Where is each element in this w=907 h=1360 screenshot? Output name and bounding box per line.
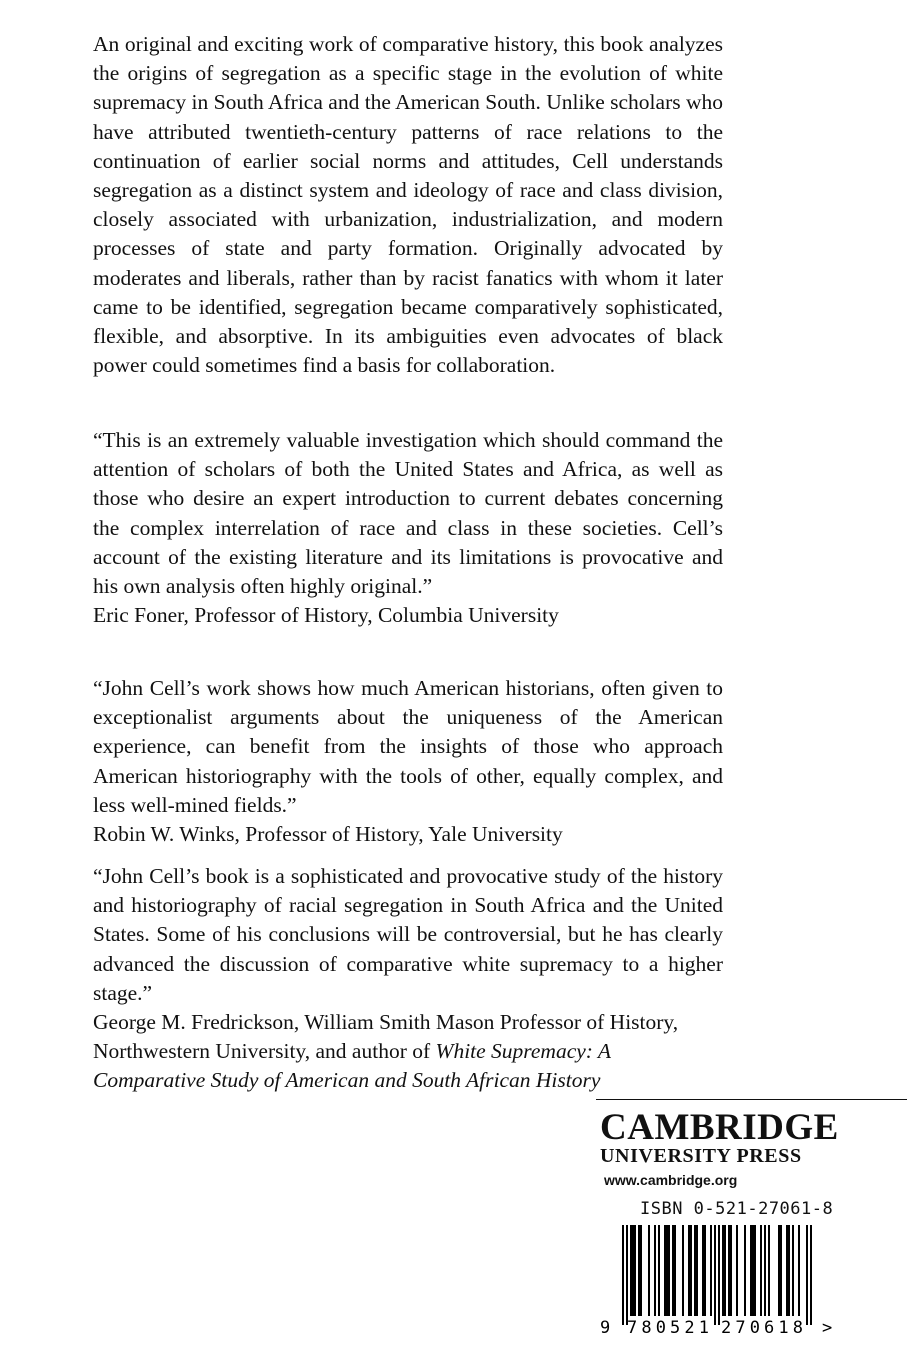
barcode-bar [664,1225,666,1316]
publisher-logo-subtitle: UNIVERSITY PRESS [600,1145,802,1167]
barcode [598,1225,843,1338]
barcode-bar [768,1225,770,1316]
barcode-bar [666,1225,668,1316]
barcode-bar [630,1225,632,1316]
quote-text: “This is an extremely valuable investigation which should command the attention of scholars of both the United States and Africa, as well as those who desire an expert introduction to current debates concerning the complex interrelation of race and class in these societies. Cell’s account of the existing literature and its limitations is provocative and his own analysis often highly original.” [93,428,723,599]
quote-attribution: Robin W. Winks, Professor of History, Yale University [93,822,563,847]
barcode-first-digit: 9 [600,1318,611,1338]
quote-attribution [93,1008,723,1096]
quote-text: “John Cell’s book is a sophisticated and provocative study of the history and historiography of racial segregation in South Africa and the United States. Some of his conclusions will be controversial, but he has clearly advanced the discussion of comparative white supremacy to a higher stage.” [93,864,723,1005]
barcode-bar [648,1225,650,1316]
barcode-bar [780,1225,782,1316]
barcode-bars [622,1225,812,1325]
barcode-bar [786,1225,788,1316]
barcode-left-digits: 780521 [627,1318,709,1338]
publisher-divider [596,1099,907,1100]
barcode-bar [690,1225,692,1316]
barcode-bar [634,1225,636,1316]
barcode-bar [728,1225,730,1316]
book-title: White Supremacy: A Comparative Study of American and South African History [93,1039,611,1093]
barcode-bar [744,1225,746,1316]
quote-attribution: Eric Foner, Professor of History, Columbia University [93,603,559,628]
barcode-bar [626,1225,628,1325]
barcode-end-mark: > [822,1318,833,1338]
publisher-logo-name: CAMBRIDGE [600,1107,839,1148]
review-quote-fredrickson [93,862,723,1096]
barcode-bar [668,1225,670,1316]
barcode-bar [672,1225,674,1316]
review-quote-foner [93,426,723,630]
barcode-bar [654,1225,656,1316]
barcode-bar [798,1225,800,1316]
barcode-bar [658,1225,660,1316]
isbn-number: ISBN 0-521-27061-8 [640,1199,834,1219]
barcode-bar [640,1225,642,1316]
barcode-bar [694,1225,696,1316]
barcode-bar [750,1225,752,1316]
barcode-bar [736,1225,738,1316]
barcode-bar [714,1225,716,1325]
barcode-bar [810,1225,812,1325]
barcode-bar [764,1225,766,1316]
barcode-bar [754,1225,756,1316]
attribution-text: George M. Fredrickson, William Smith Mason Professor of History, Northwestern University, and author of [93,1010,679,1064]
blurb-paragraph: An original and exciting work of comparative history, this book analyzes the origins of segregation as a specific stage in the evolution of white supremacy in South Africa and the American South. Unlike scholars who have attributed twentieth-century patterns of race relations to the continuation of earlier social norms and attitudes, Cell understands segregation as a distinct system and ideology of race and class division, closely associated with urbanization, industrialization, and modern processes of state and party formation. Originally advocated by moderates and liberals, rather than by racist fanatics with whom it later came to be identified, segregation became comparatively sophisticated, flexible, and absorptive. In its ambiguities even advocates of black power could sometimes find a basis for collaboration. [93,32,723,378]
review-quote-winks [93,674,723,849]
barcode-bar [702,1225,704,1316]
barcode-bar [674,1225,676,1316]
barcode-bar [696,1225,698,1316]
barcode-bar [806,1225,808,1325]
barcode-bar [622,1225,624,1325]
barcode-bar [704,1225,706,1316]
barcode-right-digits: 270618 [721,1318,803,1338]
barcode-bar [788,1225,790,1316]
quote-text: “John Cell’s work shows how much American historians, often given to exceptionalist arguments about the uniqueness of the American experience, can benefit from the insights of those who approach American historiography with the tools of other, equally complex, and less well-mined fields.” [93,676,723,817]
barcode-bar [688,1225,690,1316]
barcode-bar [752,1225,754,1316]
barcode-bar [792,1225,794,1316]
barcode-bar [632,1225,634,1316]
barcode-bar [778,1225,780,1316]
barcode-bar [638,1225,640,1316]
barcode-bar [718,1225,720,1325]
barcode-bar [730,1225,732,1316]
publisher-website: www.cambridge.org [604,1172,738,1188]
barcode-bar [722,1225,724,1316]
barcode-bar [724,1225,726,1316]
barcode-bar [760,1225,762,1316]
barcode-bar [682,1225,684,1316]
barcode-bar [710,1225,712,1316]
